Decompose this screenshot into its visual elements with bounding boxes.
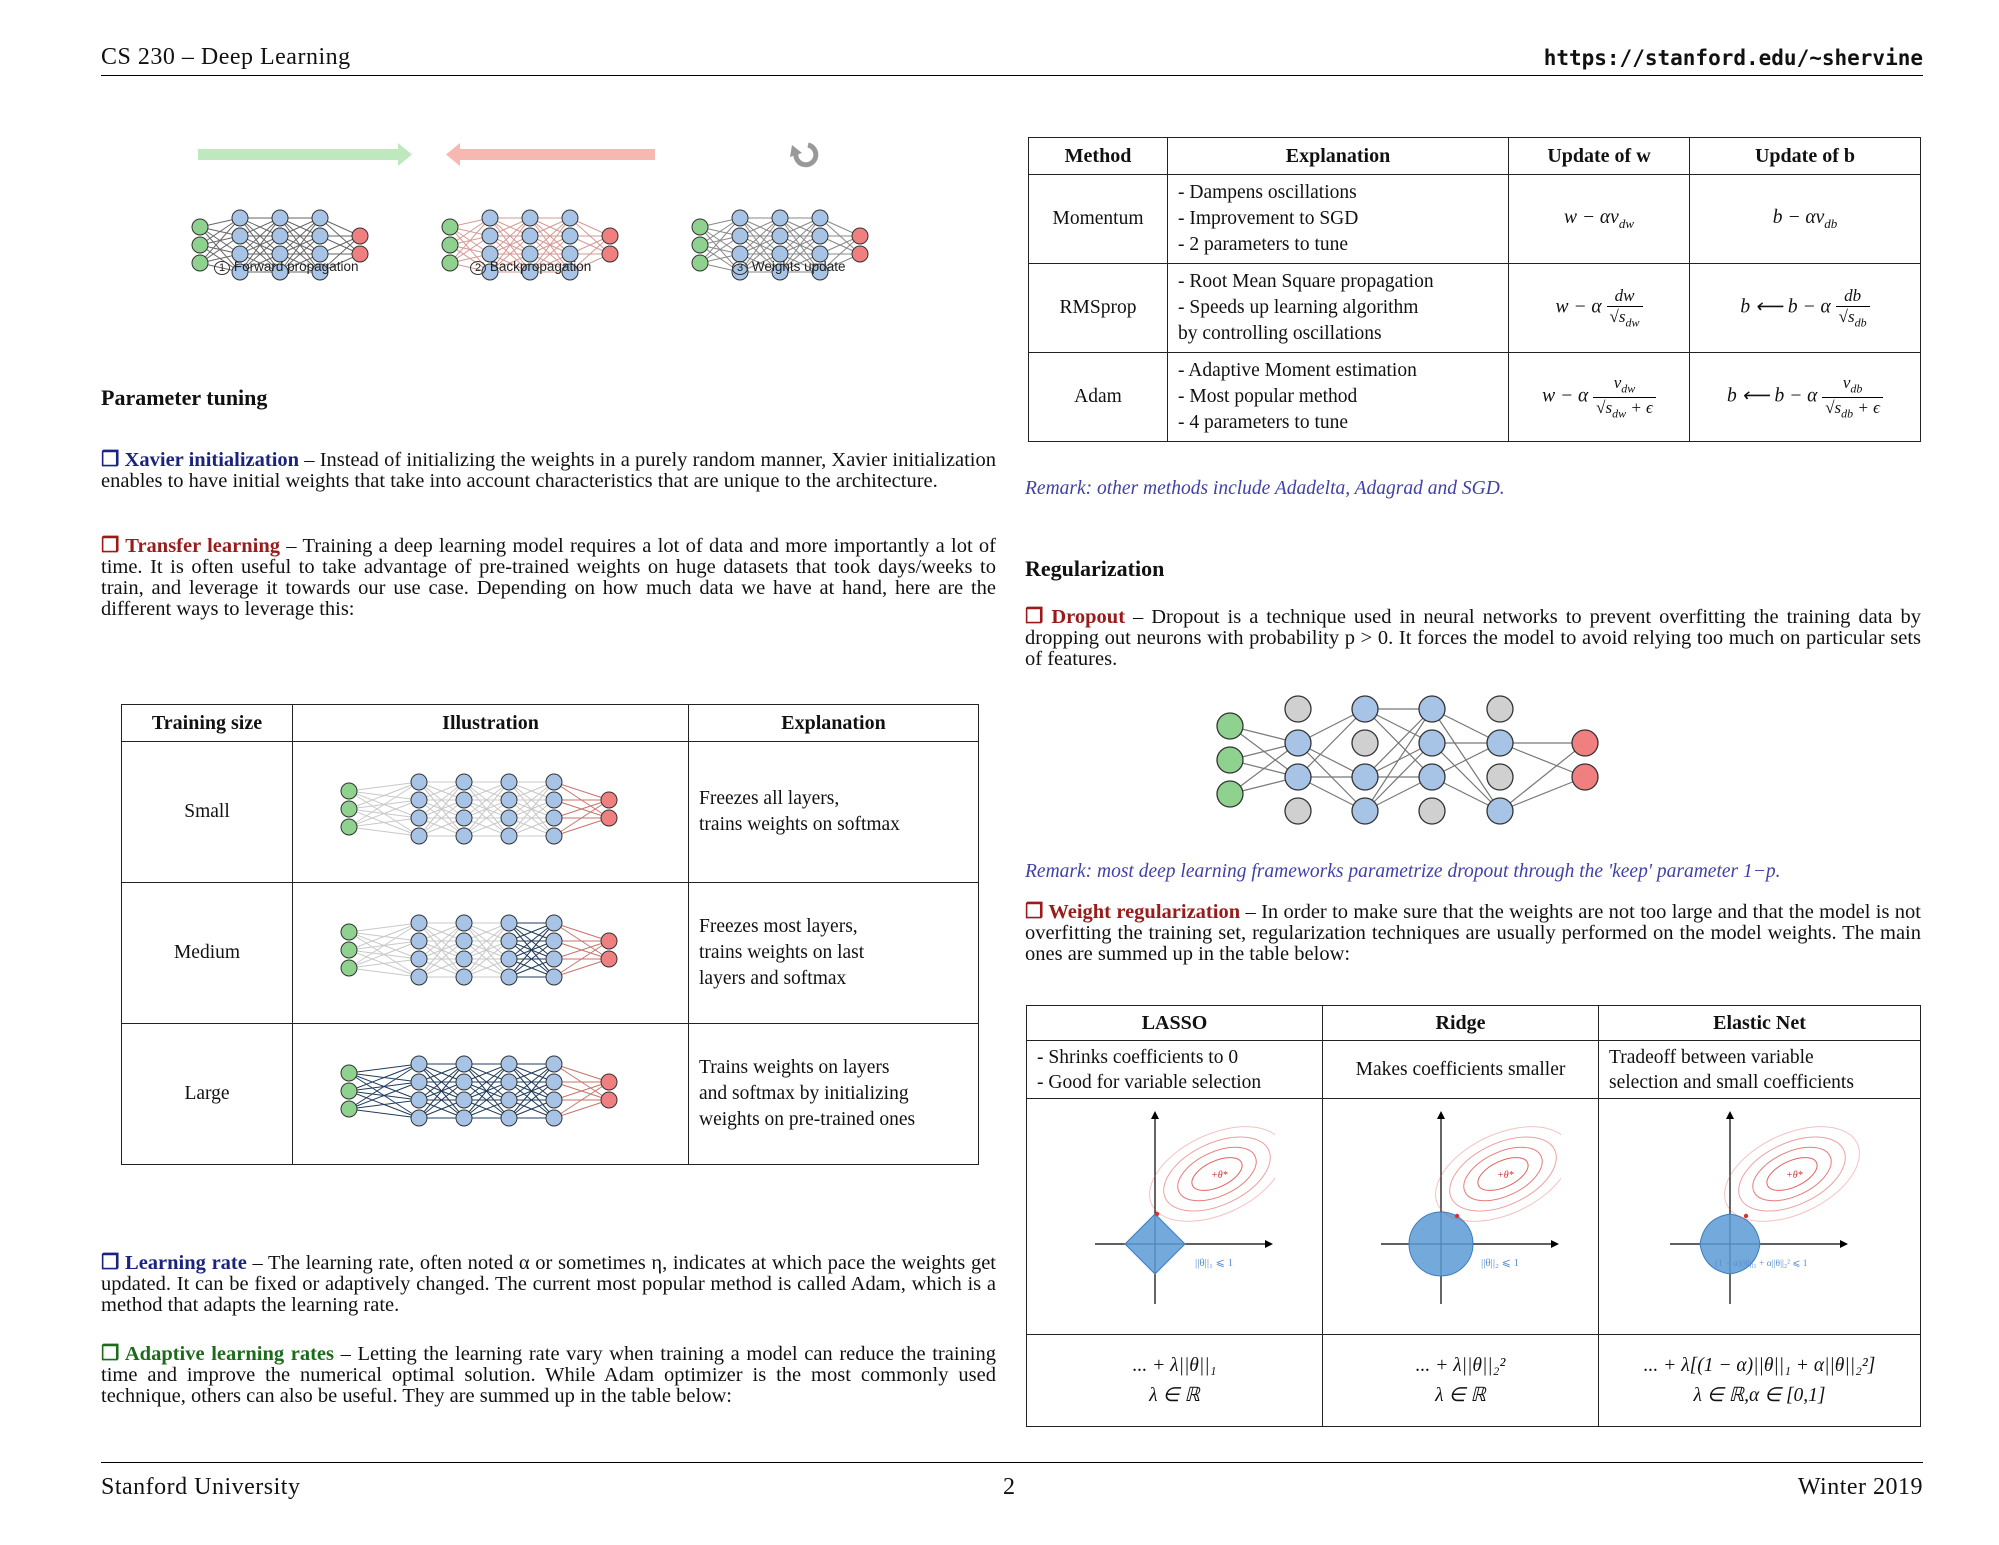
neuron-node — [1217, 747, 1243, 773]
neuron-node — [411, 933, 427, 949]
neuron-node — [456, 810, 472, 826]
constraint-label: ||θ||₁ ⩽ 1 — [1194, 1256, 1233, 1269]
neuron-node — [602, 228, 618, 244]
neuron-node — [192, 255, 208, 271]
neuron-node — [341, 801, 357, 817]
neuron-node — [772, 210, 788, 226]
dropout-paragraph: ❒ Dropout – Dropout is a technique used in neural networks to prevent overfitting the training data by dropping out neurons with probability p > 0. It forces the model to avoid relying too much on particular sets of features. — [1025, 606, 1921, 670]
neuron-node — [341, 1101, 357, 1117]
col-lasso: LASSO — [1027, 1006, 1323, 1041]
ridge-formula: ... + λ||θ||₂² λ ∈ ℝ — [1323, 1335, 1599, 1427]
theta-star-label: +θ* — [1210, 1169, 1228, 1181]
ridge-plot — [1323, 1099, 1599, 1335]
neuron-node — [341, 942, 357, 958]
neuron-node — [341, 819, 357, 835]
neuron-node — [411, 1056, 427, 1072]
update-b: b ⟵ b − α $\frac{v_{db}}{√s_{db} + \epsilon}$ — [1690, 353, 1921, 442]
neuron-node — [546, 828, 562, 844]
dropped-neuron — [1285, 798, 1311, 824]
neuron-node — [501, 1110, 517, 1126]
col-method: Method — [1029, 138, 1168, 175]
neuron-node — [1217, 713, 1243, 739]
method-explanation: - Dampens oscillations - Improvement to SGD - 2 parameters to tune — [1168, 175, 1509, 264]
neuron-node — [501, 951, 517, 967]
neuron-node — [546, 951, 562, 967]
neuron-node — [456, 969, 472, 985]
neuron-node — [501, 969, 517, 985]
neuron-node — [501, 774, 517, 790]
neuron-node — [232, 210, 248, 226]
col-elastic-net: Elastic Net — [1599, 1006, 1921, 1041]
update-w: w − α $\frac{v_{dw}}{√s_{dw} + \epsilon}$ — [1509, 353, 1690, 442]
neuron-node — [411, 969, 427, 985]
neuron-node — [1572, 764, 1598, 790]
neuron-node — [411, 1074, 427, 1090]
neuron-node — [411, 774, 427, 790]
neuron-node — [456, 915, 472, 931]
row-explanation: Trains weights on layers and softmax by initializing weights on pre-trained ones — [689, 1024, 979, 1165]
neuron-node — [482, 228, 498, 244]
dropped-neuron — [1352, 730, 1378, 756]
neuron-node — [1217, 781, 1243, 807]
table-row — [122, 1024, 979, 1165]
col-update-w: Update of w — [1509, 138, 1690, 175]
neuron-node — [546, 1056, 562, 1072]
col-explanation: Explanation — [689, 705, 979, 742]
constraint-region — [1409, 1212, 1473, 1276]
neuron-node — [442, 219, 458, 235]
neuron-node — [456, 828, 472, 844]
page-number: 2 — [1003, 1474, 1016, 1500]
update-b: $b - \alpha v_{db}$ — [1690, 175, 1921, 264]
lasso-formula: ... + λ||θ||₁ λ ∈ ℝ — [1027, 1335, 1323, 1427]
neuron-node — [192, 219, 208, 235]
method-explanation: - Adaptive Moment estimation - Most popular method - 4 parameters to tune — [1168, 353, 1509, 442]
dropped-neuron — [1487, 696, 1513, 722]
neuron-node — [772, 228, 788, 244]
header-rule — [101, 75, 1923, 76]
neuron-node — [546, 915, 562, 931]
neuron-node — [501, 1056, 517, 1072]
neuron-node — [1285, 764, 1311, 790]
neuron-node — [1487, 798, 1513, 824]
neuron-node — [456, 951, 472, 967]
neuron-node — [546, 774, 562, 790]
neuron-node — [456, 774, 472, 790]
row-size: Medium — [122, 883, 293, 1024]
neuron-node — [501, 792, 517, 808]
neuron-node — [456, 933, 472, 949]
neuron-node — [411, 828, 427, 844]
neuron-node — [501, 1092, 517, 1108]
table-row — [1029, 175, 1921, 264]
neuron-node — [341, 1083, 357, 1099]
neuron-node — [546, 1110, 562, 1126]
neuron-node — [1419, 764, 1445, 790]
method-name: Adam — [1029, 353, 1168, 442]
header-url[interactable]: https://stanford.edu/~shervine — [1543, 46, 1923, 70]
row-size: Large — [122, 1024, 293, 1165]
neuron-node — [341, 1065, 357, 1081]
dropout-term: ❒ Dropout — [1025, 606, 1126, 628]
neuron-node — [411, 1110, 427, 1126]
adaptive-paragraph: ❒ Adaptive learning rates – Letting the learning rate vary when training a model can reduce the training time and improve the numerical optimal solution. While Adam optimizer is the most commonly used technique, others can also be useful. They are summed up in the table below: — [101, 1343, 996, 1407]
constraint-region — [1125, 1214, 1185, 1274]
row-explanation: Freezes all layers, trains weights on softmax — [689, 742, 979, 883]
refresh-icon — [790, 145, 816, 165]
neuron-node — [272, 210, 288, 226]
neuron-node — [522, 228, 538, 244]
transfer-term: ❒ Transfer learning — [101, 535, 281, 557]
constraint-label: ||θ||₂ ⩽ 1 — [1480, 1256, 1519, 1269]
dropped-neuron — [1285, 696, 1311, 722]
regularization-table — [1026, 1005, 1921, 1427]
neuron-node — [1352, 764, 1378, 790]
neuron-node — [411, 792, 427, 808]
row-size: Small — [122, 742, 293, 883]
neuron-node — [352, 228, 368, 244]
lasso-plot — [1027, 1099, 1323, 1335]
neuron-node — [411, 915, 427, 931]
table-row — [122, 742, 979, 883]
neuron-node — [482, 210, 498, 226]
neuron-node — [501, 915, 517, 931]
neuron-node — [1419, 696, 1445, 722]
theta-star-label: +θ* — [1785, 1169, 1803, 1181]
neuron-node — [692, 255, 708, 271]
col-illustration: Illustration — [293, 705, 689, 742]
footer-rule — [101, 1462, 1923, 1463]
neuron-node — [546, 792, 562, 808]
neuron-node — [601, 1092, 617, 1108]
remark-other-methods: Remark: other methods include Adadelta, Adagrad and SGD. — [1025, 478, 1505, 499]
theta-star-label: +θ* — [1496, 1169, 1514, 1181]
neuron-node — [692, 237, 708, 253]
neuron-node — [562, 210, 578, 226]
neuron-node — [501, 1074, 517, 1090]
transfer-learning-table — [121, 704, 979, 1165]
constraint-label: (1 − α)||θ||₁ + α||θ||₂² ⩽ 1 — [1714, 1258, 1807, 1269]
update-b: b ⟵ b − α $\frac{db}{√s_{db}}$ — [1690, 264, 1921, 353]
illustration-small — [293, 742, 689, 883]
col-training-size: Training size — [122, 705, 293, 742]
lasso-description: - Shrinks coefficients to 0 - Good for variable selection — [1027, 1041, 1323, 1099]
dropout-figure — [1210, 690, 1710, 830]
neuron-node — [546, 1074, 562, 1090]
header-course-title: CS 230 – Deep Learning — [101, 44, 351, 70]
optimizer-table — [1028, 137, 1921, 442]
neuron-node — [501, 933, 517, 949]
neuron-node — [456, 1092, 472, 1108]
ridge-description: Makes coefficients smaller — [1323, 1041, 1599, 1099]
neuron-node — [1572, 730, 1598, 756]
xavier-paragraph: ❒ Xavier initialization – Instead of initializing the weights in a purely random manner, Xavier initialization enables to have initial weights that take into account characteristics that are unique to the architecture. — [101, 449, 996, 492]
elastic-net-plot — [1599, 1099, 1921, 1335]
neuron-node — [442, 255, 458, 271]
update-w: w − α $\frac{dw}{√s_{dw}}$ — [1509, 264, 1690, 353]
neuron-node — [692, 219, 708, 235]
adaptive-term: ❒ Adaptive learning rates — [101, 1343, 335, 1365]
neuron-node — [501, 828, 517, 844]
neuron-node — [546, 1092, 562, 1108]
neuron-node — [562, 228, 578, 244]
method-name: RMSprop — [1029, 264, 1168, 353]
col-explanation: Explanation — [1168, 138, 1509, 175]
neuron-node — [732, 228, 748, 244]
neuron-node — [1352, 696, 1378, 722]
neuron-node — [456, 1074, 472, 1090]
backward-arrow — [460, 149, 655, 160]
neuron-node — [272, 228, 288, 244]
neuron-node — [442, 237, 458, 253]
neuron-node — [546, 969, 562, 985]
neuron-node — [852, 228, 868, 244]
neuron-node — [602, 246, 618, 262]
neuron-node — [411, 810, 427, 826]
section-parameter-tuning: Parameter tuning — [101, 385, 268, 410]
weight-regularization-term: ❒ Weight regularization — [1025, 901, 1241, 923]
neuron-node — [341, 960, 357, 976]
row-explanation: Freezes most layers, trains weights on last layers and softmax — [689, 883, 979, 1024]
method-explanation: - Root Mean Square propagation - Speeds up learning algorithm by controlling oscillations — [1168, 264, 1509, 353]
neuron-node — [411, 1092, 427, 1108]
neuron-node — [546, 810, 562, 826]
learning-rate-term: ❒ Learning rate — [101, 1252, 247, 1274]
footer-university: Stanford University — [101, 1474, 301, 1500]
step-3-label: 3 Weights update — [732, 259, 845, 274]
col-ridge: Ridge — [1323, 1006, 1599, 1041]
neuron-node — [192, 237, 208, 253]
neuron-node — [232, 228, 248, 244]
section-regularization: Regularization — [1025, 556, 1165, 581]
neuron-node — [601, 792, 617, 808]
neuron-node — [601, 951, 617, 967]
neuron-node — [501, 810, 517, 826]
method-name: Momentum — [1029, 175, 1168, 264]
forward-arrow — [198, 149, 398, 160]
neuron-node — [546, 933, 562, 949]
neuron-node — [1352, 798, 1378, 824]
neuron-node — [522, 210, 538, 226]
update-w: $w - \alpha v_{dw}$ — [1509, 175, 1690, 264]
table-row — [1029, 264, 1921, 353]
neuron-node — [456, 1110, 472, 1126]
remark-dropout: Remark: most deep learning frameworks parametrize dropout through the 'keep' parameter 1−p. — [1025, 861, 1781, 882]
footer-term: Winter 2019 — [1797, 1474, 1923, 1500]
neuron-node — [1285, 730, 1311, 756]
illustration-large — [293, 1024, 689, 1165]
neuron-node — [456, 1056, 472, 1072]
step-2-label: 2 Backpropagation — [470, 259, 591, 274]
neuron-node — [601, 933, 617, 949]
learning-rate-paragraph: ❒ Learning rate – The learning rate, often noted α or sometimes η, indicates at which pace the weights get updated. It can be fixed or adaptively changed. The current most popular method is called Adam, which is a method that adapts the learning rate. — [101, 1252, 996, 1316]
neuron-node — [456, 792, 472, 808]
neuron-node — [312, 228, 328, 244]
weight-regularization-paragraph: ❒ Weight regularization – In order to make sure that the weights are not too large and that the model is not overfitting the training set, regularization techniques are usually performed on the model weights. The main ones are summed up in the table below: — [1025, 901, 1922, 965]
neuron-node — [1419, 730, 1445, 756]
xavier-term: ❒ Xavier initialization — [101, 449, 300, 471]
elastic-net-description: Tradeoff between variable selection and small coefficients — [1599, 1041, 1921, 1099]
neuron-node — [852, 246, 868, 262]
neuron-node — [812, 228, 828, 244]
elastic-net-formula: ... + λ[(1 − α)||θ||₁ + α||θ||₂²] λ ∈ ℝ,α ∈ [0,1] — [1599, 1335, 1921, 1427]
neuron-node — [341, 924, 357, 940]
neuron-node — [341, 783, 357, 799]
neuron-node — [1487, 730, 1513, 756]
neuron-node — [732, 210, 748, 226]
table-row — [122, 883, 979, 1024]
col-update-b: Update of b — [1690, 138, 1921, 175]
neuron-node — [411, 951, 427, 967]
step-1-label: 1 Forward propagation — [214, 259, 358, 274]
neuron-node — [812, 210, 828, 226]
transfer-paragraph: ❒ Transfer learning – Training a deep learning model requires a lot of data and more importantly a lot of time. It is often useful to take advantage of pre-trained weights on huge datasets that took days/weeks to train, and leverage it towards our use case. Depending on how much data we have at hand, here are the different ways to leverage this: — [101, 535, 997, 620]
neuron-node — [601, 1074, 617, 1090]
dropped-neuron — [1419, 798, 1445, 824]
dropped-neuron — [1487, 764, 1513, 790]
neuron-node — [312, 210, 328, 226]
neuron-node — [601, 810, 617, 826]
table-row — [1029, 353, 1921, 442]
illustration-medium — [293, 883, 689, 1024]
